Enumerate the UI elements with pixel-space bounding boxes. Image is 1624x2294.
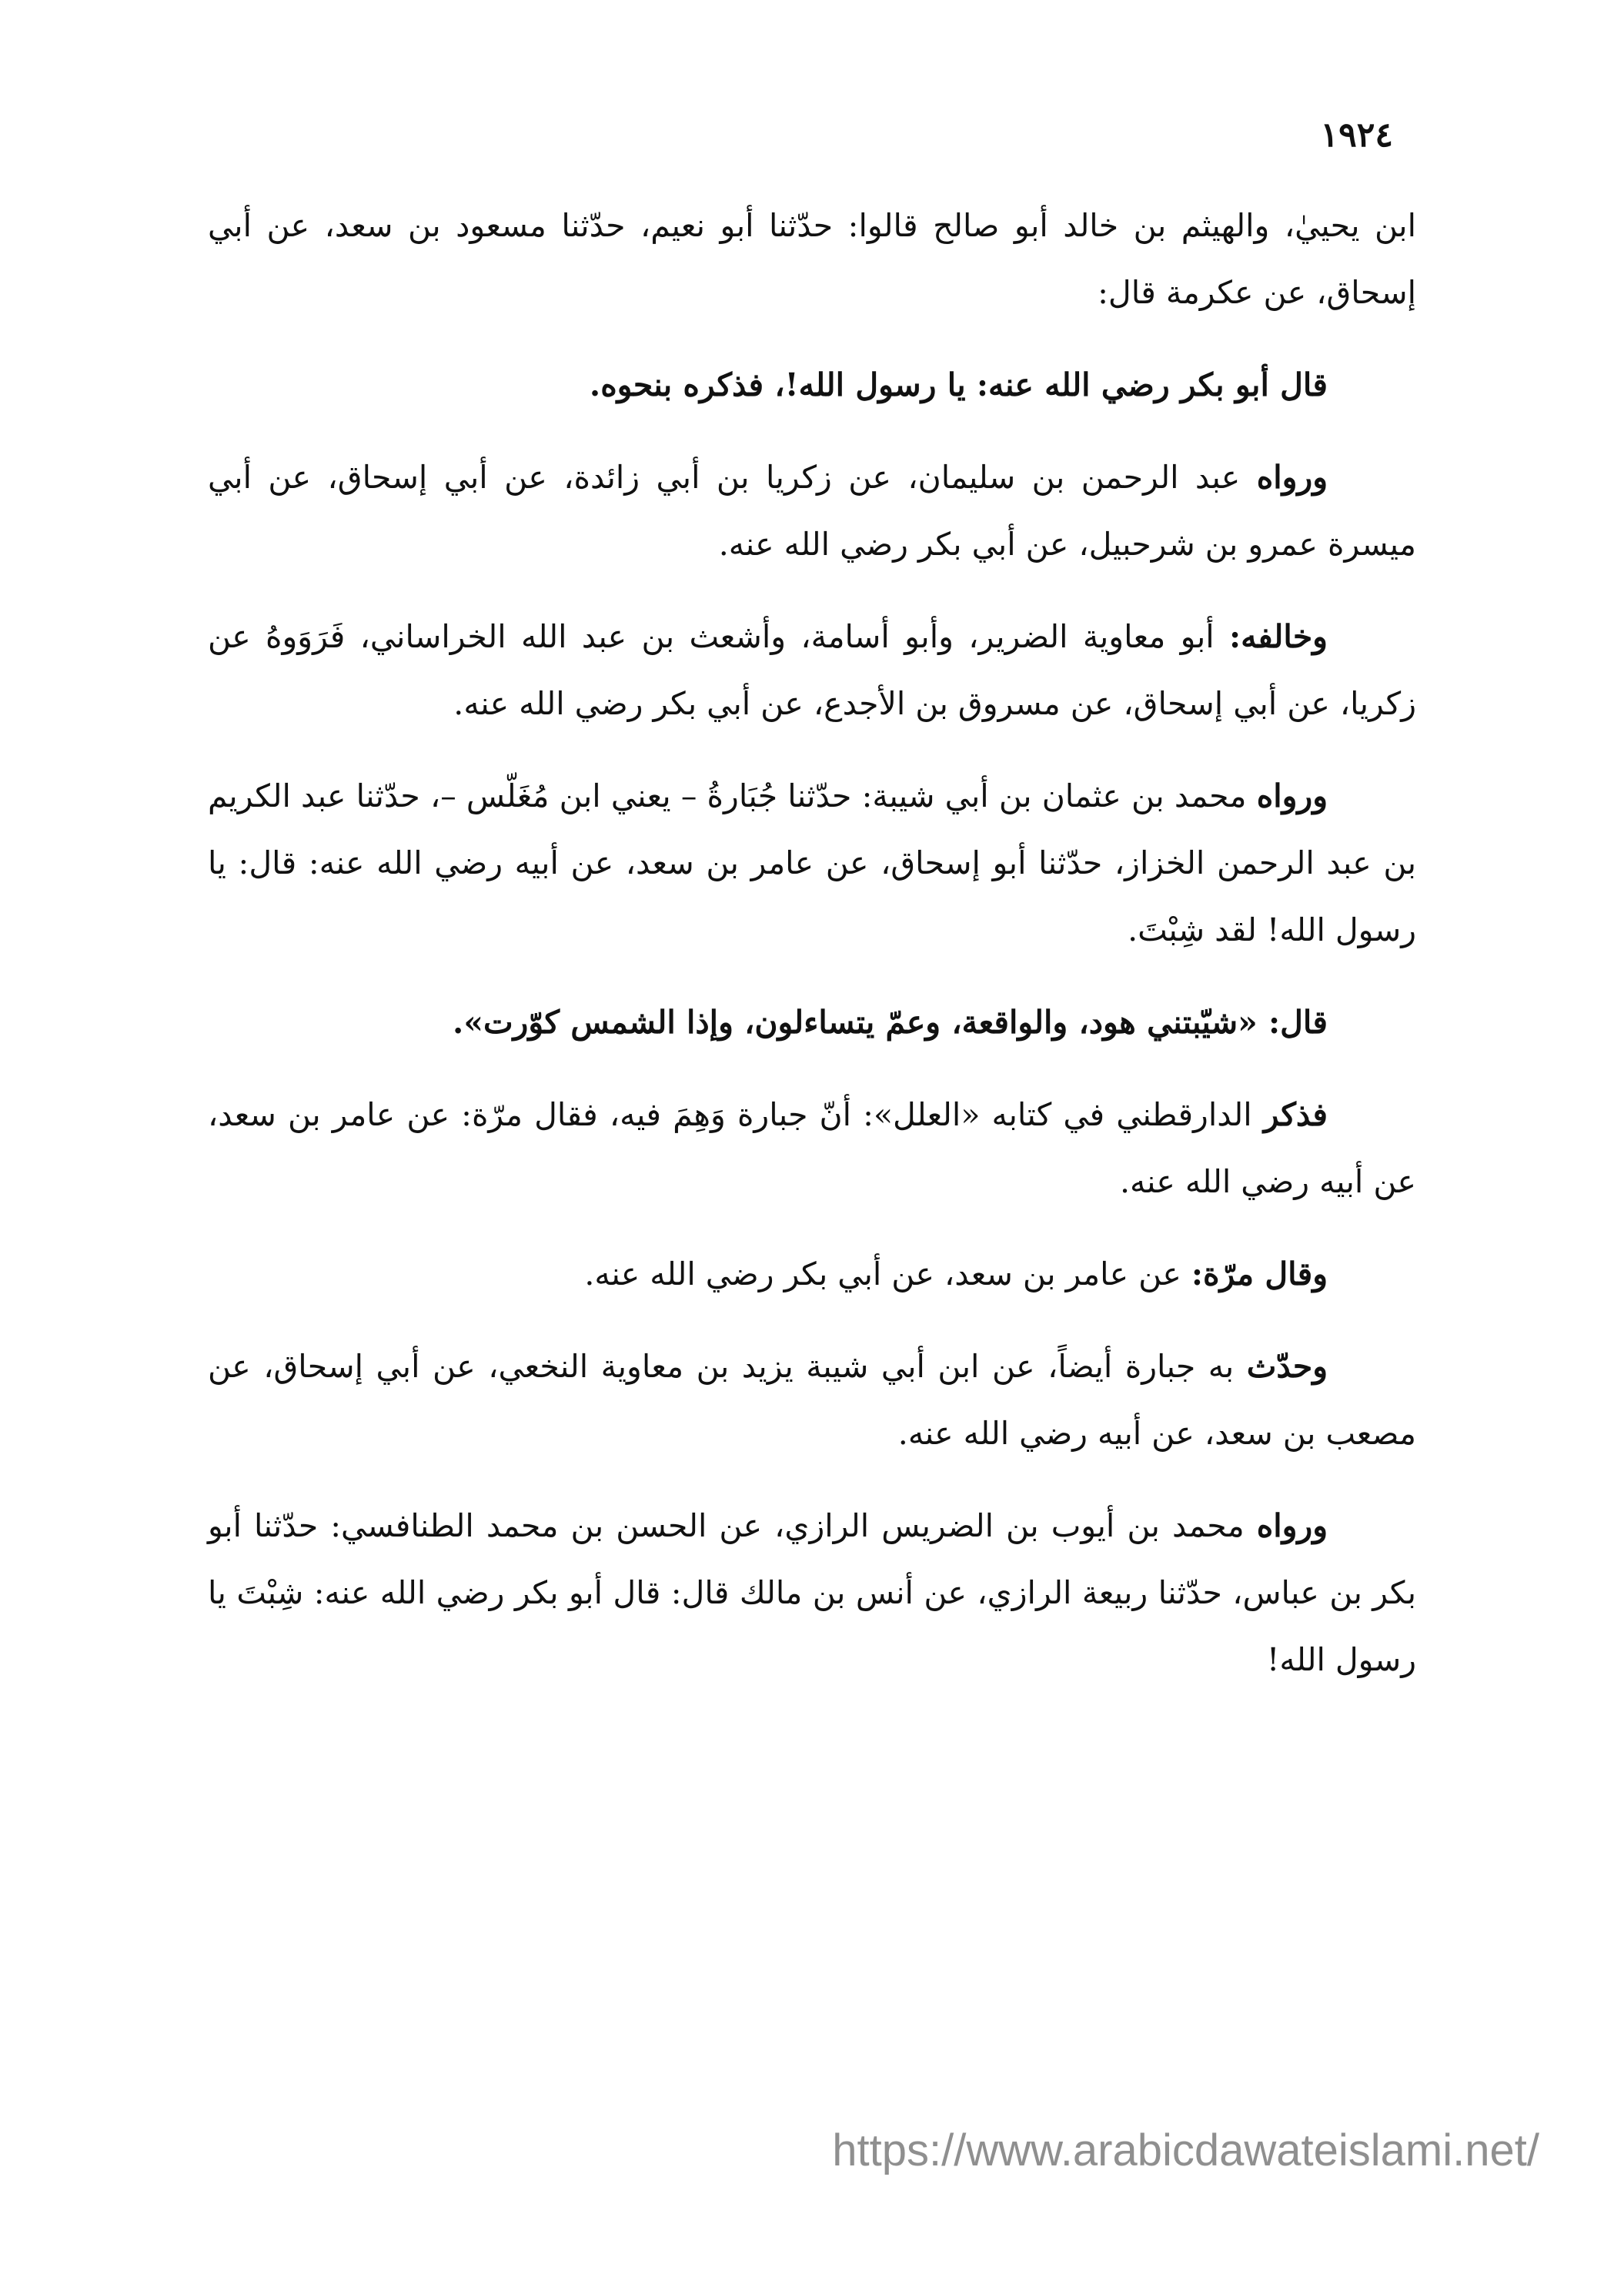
paragraph-7-text: الدارقطني في كتابه «العلل»: أنّ جبارة وَهِمَ فيه، فقال مرّة: عن عامر بن سعد، عن أبيه رضي الله عنه. [208,1096,1416,1200]
paragraph-5-text: محمد بن عثمان بن أبي شيبة: حدّثنا جُبَارةُ – يعني ابن مُغَلّس –، حدّثنا عبد الكريم بن عبد الرحمن الخزاز، حدّثنا أبو إسحاق، عن عامر بن سعد، عن أبيه رضي الله عنه: قال: يا رسول الله! لقد شِبْتَ. [208,777,1416,948]
paragraph-4-lead: وخالفه: [1229,618,1328,655]
paragraph-9 [208,1333,1416,1467]
paragraph-3-lead: ورواه [1256,459,1328,496]
paragraph-10-text: محمد بن أيوب بن الضريس الرازي، عن الحسن بن محمد الطنافسي: حدّثنا أبو بكر بن عباس، حدّثنا ربيعة الرازي، عن أنس بن مالك قال: قال أبو بكر رضي الله عنه: شِبْتَ يا رسول الله! [208,1507,1416,1678]
page-number: ١٩٢٤ [1320,115,1393,155]
paragraph-3 [208,444,1416,578]
paragraph-2-text: قال أبو بكر رضي الله عنه: يا رسول الله!، فذكره بنحوه. [589,366,1328,403]
paragraph-4-text: أبو معاوية الضرير، وأبو أسامة، وأشعث بن عبد الله الخراساني، فَرَوَوهُ عن زكريا، عن أبي إسحاق، عن مسروق بن الأجدع، عن أبي بكر رضي الله عنه. [208,618,1416,722]
paragraph-5 [208,763,1416,964]
paragraph-8-text: عن عامر بن سعد، عن أبي بكر رضي الله عنه. [584,1256,1191,1292]
paragraph-9-text: به جبارة أيضاً، عن ابن أبي شيبة يزيد بن معاوية النخعي، عن أبي إسحاق، عن مصعب بن سعد، عن أبيه رضي الله عنه. [208,1348,1416,1452]
paragraph-7-lead: فذكر [1263,1096,1328,1133]
paragraph-5-lead: ورواه [1256,777,1328,814]
paragraph-1 [208,192,1416,326]
paragraph-3-text: عبد الرحمن بن سليمان، عن زكريا بن أبي زائدة، عن أبي إسحاق، عن أبي ميسرة عمرو بن شرحبيل، عن أبي بكر رضي الله عنه. [208,459,1416,563]
paragraph-2 [208,352,1416,419]
paragraph-4 [208,604,1416,737]
paragraph-8 [208,1241,1416,1308]
paragraph-8-lead: وقال مرّة: [1191,1256,1328,1292]
paragraph-10 [208,1493,1416,1694]
paragraph-6 [208,989,1416,1056]
paragraph-1-text: ابن يحييٰ، والهيثم بن خالد أبو صالح قالوا: حدّثنا أبو نعيم، حدّثنا مسعود بن سعد، عن أبي إسحاق، عن عكرمة قال: [208,207,1416,311]
paragraph-7 [208,1082,1416,1216]
paragraph-6-text: قال: «شيّبتني هود، والواقعة، وعمّ يتساءلون، وإذا الشمس كوّرت». [453,1004,1328,1041]
paragraph-10-lead: ورواه [1256,1507,1328,1544]
page-body [208,192,1416,1719]
paragraph-9-lead: وحدّث [1246,1348,1328,1385]
watermark-url: https://www.arabicdawateislami.net/ [832,2125,1539,2175]
